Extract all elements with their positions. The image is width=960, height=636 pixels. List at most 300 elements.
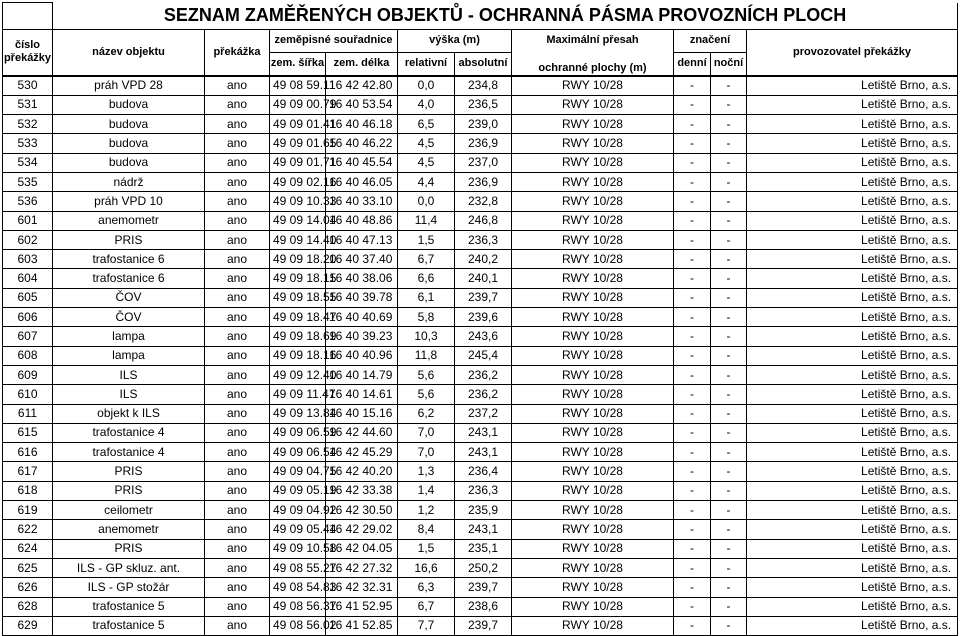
cell-prekazka: ano	[205, 153, 270, 172]
table-row	[3, 134, 958, 153]
cell-cislo: 536	[3, 192, 53, 211]
cell-zem-delka: 16 40 39.78	[326, 288, 398, 307]
table-row	[3, 95, 958, 114]
cell-prekazka: ano	[205, 443, 270, 462]
obstacle-table	[2, 2, 958, 636]
cell-nocni: -	[711, 115, 747, 134]
cell-zem-sirka: 49 09 01.41	[270, 115, 326, 134]
cell-nazev: ILS	[53, 365, 205, 384]
cell-absolutni: 237,2	[455, 404, 512, 423]
cell-nocni: -	[711, 308, 747, 327]
cell-cislo: 607	[3, 327, 53, 346]
cell-nocni: -	[711, 134, 747, 153]
cell-absolutni: 234,8	[455, 76, 512, 96]
header-absolutni: absolutní	[455, 52, 512, 76]
header-ochranne-plochy: ochranné plochy (m)	[512, 52, 674, 76]
cell-max-presah: RWY 10/28	[512, 346, 674, 365]
cell-zem-delka: 16 40 48.86	[326, 211, 398, 230]
cell-max-presah: RWY 10/28	[512, 327, 674, 346]
cell-absolutni: 243,1	[455, 520, 512, 539]
cell-absolutni: 243,1	[455, 443, 512, 462]
cell-provozovatel: Letiště Brno, a.s.	[747, 423, 958, 442]
table-row	[3, 481, 958, 500]
cell-cislo: 530	[3, 76, 53, 96]
cell-absolutni: 236,3	[455, 481, 512, 500]
cell-prekazka: ano	[205, 385, 270, 404]
cell-max-presah: RWY 10/28	[512, 192, 674, 211]
cell-cislo: 622	[3, 520, 53, 539]
cell-max-presah: RWY 10/28	[512, 95, 674, 114]
cell-prekazka: ano	[205, 192, 270, 211]
cell-zem-delka: 16 40 46.18	[326, 115, 398, 134]
cell-denni: -	[674, 539, 711, 558]
cell-zem-delka: 16 40 33.10	[326, 192, 398, 211]
cell-zem-delka: 16 40 45.54	[326, 153, 398, 172]
cell-relativni: 7,7	[398, 616, 455, 635]
table-row	[3, 211, 958, 230]
cell-nocni: -	[711, 95, 747, 114]
cell-nazev: trafostanice 4	[53, 443, 205, 462]
cell-absolutni: 239,7	[455, 578, 512, 597]
cell-absolutni: 239,6	[455, 308, 512, 327]
cell-relativni: 10,3	[398, 327, 455, 346]
cell-prekazka: ano	[205, 520, 270, 539]
cell-zem-delka: 16 40 46.05	[326, 172, 398, 191]
cell-provozovatel: Letiště Brno, a.s.	[747, 172, 958, 191]
cell-max-presah: RWY 10/28	[512, 153, 674, 172]
cell-provozovatel: Letiště Brno, a.s.	[747, 539, 958, 558]
cell-absolutni: 236,9	[455, 172, 512, 191]
cell-zem-sirka: 49 09 00.79	[270, 95, 326, 114]
cell-nazev: anemometr	[53, 211, 205, 230]
cell-relativni: 6,2	[398, 404, 455, 423]
cell-zem-delka: 16 42 04.05	[326, 539, 398, 558]
cell-relativni: 5,6	[398, 385, 455, 404]
cell-cislo: 606	[3, 308, 53, 327]
cell-nazev: ILS	[53, 385, 205, 404]
page-title: SEZNAM ZAMĚŘENÝCH OBJEKTŮ - OCHRANNÁ PÁSMA PROVOZNÍCH PLOCH	[53, 3, 958, 30]
header-relativni: relativní	[398, 52, 455, 76]
cell-absolutni: 239,7	[455, 288, 512, 307]
cell-nocni: -	[711, 172, 747, 191]
cell-nocni: -	[711, 462, 747, 481]
cell-relativni: 1,4	[398, 481, 455, 500]
cell-nazev: budova	[53, 115, 205, 134]
cell-cislo: 611	[3, 404, 53, 423]
cell-nocni: -	[711, 616, 747, 635]
cell-nazev: anemometr	[53, 520, 205, 539]
cell-zem-sirka: 49 09 05.44	[270, 520, 326, 539]
cell-provozovatel: Letiště Brno, a.s.	[747, 558, 958, 577]
cell-cislo: 533	[3, 134, 53, 153]
cell-zem-delka: 16 41 52.95	[326, 597, 398, 616]
cell-denni: -	[674, 578, 711, 597]
cell-prekazka: ano	[205, 501, 270, 520]
cell-nocni: -	[711, 250, 747, 269]
cell-nocni: -	[711, 520, 747, 539]
cell-prekazka: ano	[205, 250, 270, 269]
cell-relativni: 1,2	[398, 501, 455, 520]
header-nocni: noční	[711, 52, 747, 76]
cell-nocni: -	[711, 481, 747, 500]
cell-cislo: 626	[3, 578, 53, 597]
cell-absolutni: 243,1	[455, 423, 512, 442]
cell-denni: -	[674, 115, 711, 134]
cell-zem-sirka: 49 09 04.92	[270, 501, 326, 520]
cell-prekazka: ano	[205, 539, 270, 558]
cell-nocni: -	[711, 230, 747, 249]
cell-max-presah: RWY 10/28	[512, 616, 674, 635]
cell-nocni: -	[711, 539, 747, 558]
cell-zem-delka: 16 42 27.32	[326, 558, 398, 577]
cell-denni: -	[674, 327, 711, 346]
cell-max-presah: RWY 10/28	[512, 288, 674, 307]
cell-nazev: lampa	[53, 346, 205, 365]
cell-absolutni: 237,0	[455, 153, 512, 172]
cell-prekazka: ano	[205, 172, 270, 191]
cell-max-presah: RWY 10/28	[512, 404, 674, 423]
cell-absolutni: 246,8	[455, 211, 512, 230]
header-nazev-objektu: název objektu	[53, 29, 205, 76]
cell-denni: -	[674, 423, 711, 442]
cell-cislo: 603	[3, 250, 53, 269]
cell-prekazka: ano	[205, 230, 270, 249]
cell-relativni: 4,0	[398, 95, 455, 114]
cell-nocni: -	[711, 327, 747, 346]
table-row	[3, 308, 958, 327]
cell-max-presah: RWY 10/28	[512, 134, 674, 153]
cell-zem-sirka: 49 09 10.58	[270, 539, 326, 558]
cell-zem-delka: 16 42 40.20	[326, 462, 398, 481]
cell-zem-sirka: 49 09 13.84	[270, 404, 326, 423]
header-znaceni: značení	[674, 29, 747, 52]
cell-cislo: 617	[3, 462, 53, 481]
cell-zem-delka: 16 40 40.69	[326, 308, 398, 327]
cell-nocni: -	[711, 288, 747, 307]
cell-absolutni: 243,6	[455, 327, 512, 346]
cell-nazev: ČOV	[53, 288, 205, 307]
cell-provozovatel: Letiště Brno, a.s.	[747, 385, 958, 404]
cell-zem-delka: 16 42 29.02	[326, 520, 398, 539]
cell-zem-delka: 16 40 40.96	[326, 346, 398, 365]
cell-absolutni: 236,2	[455, 385, 512, 404]
cell-provozovatel: Letiště Brno, a.s.	[747, 250, 958, 269]
cell-zem-delka: 16 42 45.29	[326, 443, 398, 462]
table-row	[3, 153, 958, 172]
table-row	[3, 327, 958, 346]
cell-provozovatel: Letiště Brno, a.s.	[747, 192, 958, 211]
cell-nazev: PRIS	[53, 230, 205, 249]
cell-zem-delka: 16 40 53.54	[326, 95, 398, 114]
table-row	[3, 346, 958, 365]
cell-max-presah: RWY 10/28	[512, 520, 674, 539]
table-row	[3, 423, 958, 442]
cell-prekazka: ano	[205, 597, 270, 616]
cell-relativni: 7,0	[398, 443, 455, 462]
cell-max-presah: RWY 10/28	[512, 385, 674, 404]
cell-nocni: -	[711, 365, 747, 384]
header-zemepisne-souradnice: zeměpisné souřadnice	[270, 29, 398, 52]
cell-prekazka: ano	[205, 346, 270, 365]
cell-cislo: 531	[3, 95, 53, 114]
cell-nazev: budova	[53, 153, 205, 172]
cell-zem-delka: 16 42 44.60	[326, 423, 398, 442]
cell-denni: -	[674, 250, 711, 269]
cell-zem-sirka: 49 09 14.04	[270, 211, 326, 230]
cell-zem-delka: 16 40 39.23	[326, 327, 398, 346]
cell-prekazka: ano	[205, 308, 270, 327]
table-row	[3, 365, 958, 384]
cell-cislo: 534	[3, 153, 53, 172]
cell-provozovatel: Letiště Brno, a.s.	[747, 134, 958, 153]
cell-nazev: ILS - GP stožár	[53, 578, 205, 597]
cell-cislo: 615	[3, 423, 53, 442]
table-body	[3, 76, 958, 636]
table-row	[3, 385, 958, 404]
cell-nocni: -	[711, 443, 747, 462]
cell-relativni: 6,1	[398, 288, 455, 307]
cell-cislo: 605	[3, 288, 53, 307]
cell-absolutni: 235,9	[455, 501, 512, 520]
cell-relativni: 6,5	[398, 115, 455, 134]
cell-denni: -	[674, 288, 711, 307]
table-row	[3, 520, 958, 539]
cell-nocni: -	[711, 578, 747, 597]
cell-provozovatel: Letiště Brno, a.s.	[747, 230, 958, 249]
cell-zem-sirka: 49 09 05.19	[270, 481, 326, 500]
cell-zem-delka: 16 41 52.85	[326, 616, 398, 635]
table-row	[3, 288, 958, 307]
cell-absolutni: 232,8	[455, 192, 512, 211]
cell-relativni: 6,7	[398, 597, 455, 616]
cell-absolutni: 235,1	[455, 539, 512, 558]
cell-zem-sirka: 49 08 54.83	[270, 578, 326, 597]
cell-zem-sirka: 49 08 55.27	[270, 558, 326, 577]
cell-nazev: PRIS	[53, 462, 205, 481]
cell-cislo: 609	[3, 365, 53, 384]
header-denni: denní	[674, 52, 711, 76]
cell-prekazka: ano	[205, 404, 270, 423]
cell-cislo: 610	[3, 385, 53, 404]
cell-prekazka: ano	[205, 115, 270, 134]
cell-relativni: 8,4	[398, 520, 455, 539]
cell-prekazka: ano	[205, 558, 270, 577]
cell-max-presah: RWY 10/28	[512, 308, 674, 327]
cell-denni: -	[674, 365, 711, 384]
cell-nazev: ILS - GP skluz. ant.	[53, 558, 205, 577]
header-zem-delka: zem. délka	[326, 52, 398, 76]
header-cislo-prekazky: číslo překážky	[3, 29, 53, 76]
header-prekazka: překážka	[205, 29, 270, 76]
cell-nocni: -	[711, 76, 747, 96]
cell-zem-sirka: 49 09 18.15	[270, 269, 326, 288]
cell-prekazka: ano	[205, 481, 270, 500]
cell-prekazka: ano	[205, 134, 270, 153]
cell-provozovatel: Letiště Brno, a.s.	[747, 95, 958, 114]
cell-denni: -	[674, 501, 711, 520]
cell-denni: -	[674, 308, 711, 327]
cell-nazev: ČOV	[53, 308, 205, 327]
cell-cislo: 532	[3, 115, 53, 134]
cell-nocni: -	[711, 404, 747, 423]
cell-max-presah: RWY 10/28	[512, 578, 674, 597]
cell-absolutni: 250,2	[455, 558, 512, 577]
cell-prekazka: ano	[205, 578, 270, 597]
cell-cislo: 608	[3, 346, 53, 365]
cell-absolutni: 236,3	[455, 230, 512, 249]
table-row	[3, 230, 958, 249]
cell-zem-sirka: 49 09 18.55	[270, 288, 326, 307]
cell-nazev: objekt k ILS	[53, 404, 205, 423]
table-row	[3, 404, 958, 423]
cell-prekazka: ano	[205, 365, 270, 384]
cell-nocni: -	[711, 501, 747, 520]
cell-cislo: 604	[3, 269, 53, 288]
cell-nocni: -	[711, 211, 747, 230]
cell-nazev: trafostanice 5	[53, 616, 205, 635]
cell-prekazka: ano	[205, 95, 270, 114]
cell-max-presah: RWY 10/28	[512, 558, 674, 577]
cell-denni: -	[674, 616, 711, 635]
cell-zem-delka: 16 40 38.06	[326, 269, 398, 288]
cell-denni: -	[674, 481, 711, 500]
cell-zem-sirka: 49 08 56.37	[270, 597, 326, 616]
cell-provozovatel: Letiště Brno, a.s.	[747, 327, 958, 346]
cell-provozovatel: Letiště Brno, a.s.	[747, 404, 958, 423]
cell-zem-sirka: 49 09 06.59	[270, 423, 326, 442]
cell-nocni: -	[711, 597, 747, 616]
table-row	[3, 443, 958, 462]
cell-provozovatel: Letiště Brno, a.s.	[747, 115, 958, 134]
cell-nocni: -	[711, 385, 747, 404]
cell-nazev: práh VPD 10	[53, 192, 205, 211]
cell-max-presah: RWY 10/28	[512, 211, 674, 230]
cell-provozovatel: Letiště Brno, a.s.	[747, 269, 958, 288]
header-maximalni-presah: Maximální přesah	[512, 29, 674, 52]
cell-max-presah: RWY 10/28	[512, 481, 674, 500]
cell-nazev: trafostanice 5	[53, 597, 205, 616]
cell-nocni: -	[711, 269, 747, 288]
cell-provozovatel: Letiště Brno, a.s.	[747, 520, 958, 539]
cell-provozovatel: Letiště Brno, a.s.	[747, 481, 958, 500]
cell-max-presah: RWY 10/28	[512, 365, 674, 384]
cell-zem-delka: 16 40 47.13	[326, 230, 398, 249]
cell-nocni: -	[711, 346, 747, 365]
cell-relativni: 6,7	[398, 250, 455, 269]
cell-absolutni: 240,2	[455, 250, 512, 269]
cell-zem-sirka: 49 09 04.75	[270, 462, 326, 481]
cell-denni: -	[674, 597, 711, 616]
cell-nazev: PRIS	[53, 481, 205, 500]
cell-max-presah: RWY 10/28	[512, 76, 674, 96]
cell-prekazka: ano	[205, 211, 270, 230]
cell-zem-delka: 16 42 30.50	[326, 501, 398, 520]
table-row	[3, 501, 958, 520]
cell-provozovatel: Letiště Brno, a.s.	[747, 462, 958, 481]
cell-zem-sirka: 49 09 18.69	[270, 327, 326, 346]
cell-zem-delka: 16 42 32.31	[326, 578, 398, 597]
cell-nazev: budova	[53, 134, 205, 153]
cell-provozovatel: Letiště Brno, a.s.	[747, 308, 958, 327]
table-row	[3, 76, 958, 96]
cell-denni: -	[674, 192, 711, 211]
cell-prekazka: ano	[205, 423, 270, 442]
cell-nazev: trafostanice 6	[53, 269, 205, 288]
cell-provozovatel: Letiště Brno, a.s.	[747, 597, 958, 616]
cell-prekazka: ano	[205, 76, 270, 96]
header-provozovatel: provozovatel překážky	[747, 29, 958, 76]
cell-relativni: 5,8	[398, 308, 455, 327]
cell-absolutni: 236,5	[455, 95, 512, 114]
cell-prekazka: ano	[205, 269, 270, 288]
cell-absolutni: 239,0	[455, 115, 512, 134]
cell-relativni: 11,8	[398, 346, 455, 365]
cell-prekazka: ano	[205, 288, 270, 307]
cell-zem-sirka: 49 08 59.11	[270, 76, 326, 96]
cell-provozovatel: Letiště Brno, a.s.	[747, 365, 958, 384]
cell-prekazka: ano	[205, 616, 270, 635]
cell-denni: -	[674, 443, 711, 462]
header-vyska: výška (m)	[398, 29, 512, 52]
cell-denni: -	[674, 153, 711, 172]
cell-nazev: lampa	[53, 327, 205, 346]
header-zem-sirka: zem. šířka	[270, 52, 326, 76]
table-row	[3, 578, 958, 597]
cell-zem-sirka: 49 09 14.40	[270, 230, 326, 249]
table-row	[3, 250, 958, 269]
table-row	[3, 115, 958, 134]
cell-relativni: 7,0	[398, 423, 455, 442]
cell-zem-sirka: 49 09 06.54	[270, 443, 326, 462]
table-row	[3, 539, 958, 558]
cell-nazev: ceilometr	[53, 501, 205, 520]
cell-cislo: 535	[3, 172, 53, 191]
cell-relativni: 0,0	[398, 76, 455, 96]
cell-relativni: 1,5	[398, 230, 455, 249]
cell-relativni: 4,5	[398, 134, 455, 153]
table-row	[3, 616, 958, 635]
cell-provozovatel: Letiště Brno, a.s.	[747, 501, 958, 520]
cell-denni: -	[674, 95, 711, 114]
cell-zem-sirka: 49 09 01.71	[270, 153, 326, 172]
cell-denni: -	[674, 172, 711, 191]
table-row	[3, 597, 958, 616]
cell-zem-delka: 16 42 42.80	[326, 76, 398, 96]
cell-denni: -	[674, 211, 711, 230]
cell-absolutni: 245,4	[455, 346, 512, 365]
cell-nazev: práh VPD 28	[53, 76, 205, 96]
cell-zem-delka: 16 40 14.79	[326, 365, 398, 384]
cell-absolutni: 240,1	[455, 269, 512, 288]
cell-max-presah: RWY 10/28	[512, 443, 674, 462]
cell-nocni: -	[711, 153, 747, 172]
table-row	[3, 558, 958, 577]
cell-relativni: 4,4	[398, 172, 455, 191]
cell-denni: -	[674, 346, 711, 365]
cell-zem-sirka: 49 09 01.65	[270, 134, 326, 153]
cell-cislo: 629	[3, 616, 53, 635]
cell-max-presah: RWY 10/28	[512, 250, 674, 269]
cell-relativni: 4,5	[398, 153, 455, 172]
cell-denni: -	[674, 385, 711, 404]
cell-cislo: 602	[3, 230, 53, 249]
cell-provozovatel: Letiště Brno, a.s.	[747, 616, 958, 635]
cell-zem-delka: 16 40 14.61	[326, 385, 398, 404]
cell-max-presah: RWY 10/28	[512, 115, 674, 134]
cell-prekazka: ano	[205, 327, 270, 346]
cell-nazev: trafostanice 4	[53, 423, 205, 442]
cell-nocni: -	[711, 558, 747, 577]
